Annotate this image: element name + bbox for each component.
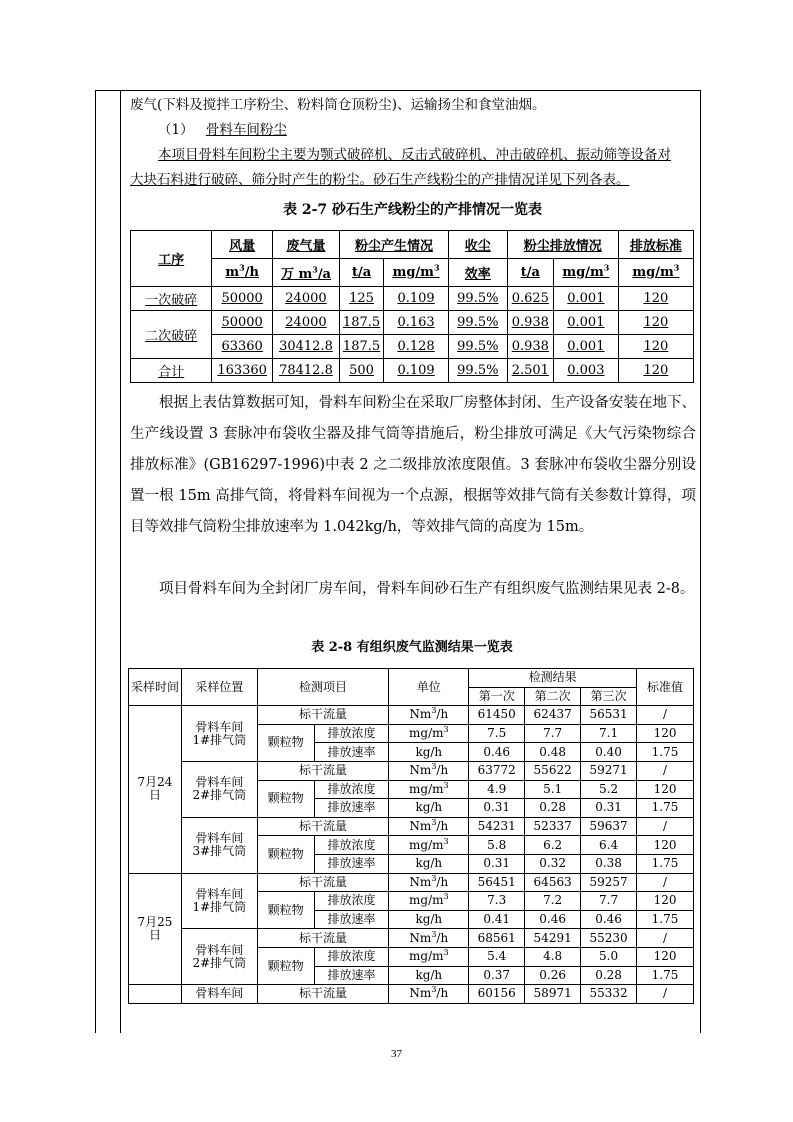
sample-location: 骨料车间	[181, 985, 257, 1004]
item-conc: 排放浓度	[314, 947, 389, 966]
body-paragraph-2: 项目骨料车间为全封闭厂房车间，骨料车间砂石生产有组织废气监测结果见表 2-8。	[159, 581, 695, 597]
unit-airflow: $m^3/h$	[212, 259, 273, 287]
unit-emit-conc: $mg/m^3$	[553, 259, 618, 287]
result-value: 60156	[469, 985, 525, 1004]
result-value: 5.0	[581, 947, 637, 966]
unit-flow: Nm$^3$/h	[389, 985, 469, 1004]
header-time: 采样时间	[129, 669, 182, 706]
header-unit: 单位	[389, 669, 469, 706]
result-value: 56531	[581, 706, 637, 725]
table-row	[129, 761, 694, 780]
unit-conc: $mg/m^3$	[389, 947, 469, 966]
result-value: 7.5	[469, 724, 525, 743]
unit-gen-conc: $mg/m^3$	[384, 259, 449, 287]
header-dust-gen: 粉尘产生情况	[339, 231, 448, 259]
table-row-total: 合计 163360 78412.8 500 0.109 99.5% 2.501 0.003 120	[131, 359, 694, 383]
unit-rate: kg/h	[389, 910, 469, 929]
result-value: 0.31	[469, 854, 525, 873]
item-rate: 排放速率	[314, 910, 389, 929]
header-collect: 收尘	[448, 231, 507, 259]
page-number: 37	[391, 1048, 402, 1060]
result-value: 5.2	[581, 780, 637, 799]
item-rate: 排放速率	[314, 966, 389, 985]
item-flow: 标干流量	[257, 817, 389, 836]
unit-flow: Nm$^3$/h	[389, 761, 469, 780]
header-second: 第二次	[525, 687, 581, 706]
result-value: 68561	[469, 929, 525, 948]
item-particulate: 颗粒物	[257, 836, 314, 873]
result-value: 0.46	[525, 910, 581, 929]
table-row	[129, 706, 694, 725]
item-rate: 排放速率	[314, 854, 389, 873]
header-results: 检测结果	[469, 669, 637, 688]
result-value: 0.37	[469, 966, 525, 985]
header-third: 第三次	[581, 687, 637, 706]
result-value: 0.40	[581, 743, 637, 762]
result-value: 59257	[581, 873, 637, 892]
item-particulate: 颗粒物	[257, 892, 314, 929]
item-conc: 排放浓度	[314, 892, 389, 911]
unit-flow: Nm$^3$/h	[389, 706, 469, 725]
intro-line-3: 本项目骨料车间粉尘主要为颚式破碎机、反击式破碎机、冲击破碎机、振动筛等设备对	[158, 147, 671, 163]
unit-rate: kg/h	[389, 966, 469, 985]
result-value: 54231	[469, 817, 525, 836]
result-value: 54291	[525, 929, 581, 948]
standard-value: /	[637, 761, 694, 780]
header-standard: 标准值	[637, 669, 694, 706]
sample-location: 骨料车间2#排气筒	[181, 929, 257, 985]
result-value: 0.32	[525, 854, 581, 873]
result-value: 56451	[469, 873, 525, 892]
result-value: 62437	[525, 706, 581, 725]
section-number: （1）	[158, 122, 194, 138]
standard-value: /	[637, 706, 694, 725]
result-value: 0.26	[525, 966, 581, 985]
sample-date: 7月24日	[129, 706, 182, 873]
item-particulate: 颗粒物	[257, 780, 314, 817]
intro-line-4: 大块石料进行破碎、筛分时产生的粉尘。砂石生产线粉尘的产排情况详见下列各表。	[130, 172, 630, 188]
result-value: 0.31	[469, 799, 525, 818]
body-paragraph-1: 根据上表估算数据可知，骨料车间粉尘在采取厂房整体封闭、生产设备安装在地下、生产线设置 3 套脉冲布袋收尘器及排气筒等措施后，粉尘排放可满足《大气污染物综合排放标准》(GB16297-1996)中表 2 之二级排放浓度限值。3 套脉冲布袋收尘器分别设置一根 15m 高排气筒，将骨料车间视为一个点源，根据等效排气筒有关参数计算得，项目等效排气筒粉尘排放速率为 1.042kg/h，等效排气筒的高度为 15m。	[130, 395, 696, 535]
result-value: 4.8	[525, 947, 581, 966]
item-flow: 标干流量	[257, 706, 389, 725]
item-flow: 标干流量	[257, 761, 389, 780]
standard-value: 120	[637, 947, 694, 966]
header-item: 检测项目	[257, 669, 389, 706]
header-dust-emit: 粉尘排放情况	[507, 231, 618, 259]
table-row: 63360 30412.8 187.5 0.128 99.5% 0.938 0.001 120	[131, 335, 694, 359]
unit-flow: Nm$^3$/h	[389, 873, 469, 892]
sample-date: 7月25日	[129, 873, 182, 985]
header-first: 第一次	[469, 687, 525, 706]
standard-value: /	[637, 873, 694, 892]
standard-value: 120	[637, 892, 694, 911]
unit-flow: Nm$^3$/h	[389, 817, 469, 836]
table-2-8-body	[129, 706, 694, 1004]
sample-location: 骨料车间3#排气筒	[181, 817, 257, 873]
result-value: 0.28	[581, 966, 637, 985]
result-value: 55622	[525, 761, 581, 780]
unit-conc: $mg/m^3$	[389, 836, 469, 855]
table-row	[129, 929, 694, 948]
standard-value: 1.75	[637, 966, 694, 985]
standard-value: 1.75	[637, 910, 694, 929]
item-flow: 标干流量	[257, 929, 389, 948]
result-value: 55332	[581, 985, 637, 1004]
frame-divider	[120, 91, 121, 1033]
result-value: 0.46	[469, 743, 525, 762]
result-value: 0.38	[581, 854, 637, 873]
standard-value: 1.75	[637, 854, 694, 873]
table-2-8	[128, 668, 694, 1004]
sample-date-empty	[129, 985, 182, 1004]
unit-rate: kg/h	[389, 743, 469, 762]
header-process: 工序	[131, 231, 212, 287]
standard-value: 120	[637, 724, 694, 743]
table-row	[129, 985, 694, 1004]
standard-value: /	[637, 817, 694, 836]
standard-value: 1.75	[637, 743, 694, 762]
standard-value: 120	[637, 780, 694, 799]
result-value: 5.8	[469, 836, 525, 855]
result-value: 7.7	[525, 724, 581, 743]
section-heading	[130, 118, 695, 143]
standard-value: 120	[637, 836, 694, 855]
result-value: 7.2	[525, 892, 581, 911]
sample-location: 骨料车间2#排气筒	[181, 761, 257, 817]
unit-flow: Nm$^3$/h	[389, 929, 469, 948]
unit-waste-gas: 万 $m^3/a$	[273, 259, 340, 287]
result-value: 6.4	[581, 836, 637, 855]
result-value: 52337	[525, 817, 581, 836]
result-value: 59271	[581, 761, 637, 780]
table28-caption: 表 2-8 有组织废气监测结果一览表	[311, 640, 513, 655]
header-standard: 排放标准	[618, 231, 693, 259]
result-value: 55230	[581, 929, 637, 948]
item-flow: 标干流量	[257, 873, 389, 892]
result-value: 61450	[469, 706, 525, 725]
sample-location: 骨料车间1#排气筒	[181, 873, 257, 929]
item-conc: 排放浓度	[314, 780, 389, 799]
result-value: 0.41	[469, 910, 525, 929]
item-flow: 标干流量	[257, 985, 389, 1004]
item-rate: 排放速率	[314, 799, 389, 818]
result-value: 0.28	[525, 799, 581, 818]
unit-conc: $mg/m^3$	[389, 892, 469, 911]
standard-value: 1.75	[637, 799, 694, 818]
intro-line-1: 废气(下料及搅拌工序粉尘、粉料筒仓顶粉尘)、运输扬尘和食堂油烟。	[130, 97, 546, 113]
result-value: 4.9	[469, 780, 525, 799]
unit-conc: $mg/m^3$	[389, 724, 469, 743]
unit-rate: kg/h	[389, 854, 469, 873]
unit-standard: $mg/m^3$	[618, 259, 693, 287]
standard-value: /	[637, 985, 694, 1004]
section-title: 骨料车间粉尘	[205, 122, 287, 138]
result-value: 5.1	[525, 780, 581, 799]
table-row: 一次破碎 50000 24000 125 0.109 99.5% 0.625 0.001 120	[131, 287, 694, 311]
result-value: 5.4	[469, 947, 525, 966]
unit-gen-ta: t/a	[339, 259, 383, 287]
result-value: 0.46	[581, 910, 637, 929]
sample-location: 骨料车间1#排气筒	[181, 706, 257, 762]
item-particulate: 颗粒物	[257, 947, 314, 984]
item-particulate: 颗粒物	[257, 724, 314, 761]
result-value: 0.48	[525, 743, 581, 762]
result-value: 0.31	[581, 799, 637, 818]
result-value: 7.1	[581, 724, 637, 743]
standard-value: /	[637, 929, 694, 948]
unit-emit-ta: t/a	[507, 259, 553, 287]
header-airflow: 风量	[212, 231, 273, 259]
table-2-7	[130, 230, 694, 383]
item-rate: 排放速率	[314, 743, 389, 762]
table27-caption: 表 2-7 砂石生产线粉尘的产排情况一览表	[282, 202, 543, 218]
table-row	[129, 873, 694, 892]
result-value: 59637	[581, 817, 637, 836]
header-efficiency: 效率	[448, 259, 507, 287]
item-conc: 排放浓度	[314, 724, 389, 743]
unit-rate: kg/h	[389, 799, 469, 818]
result-value: 6.2	[525, 836, 581, 855]
result-value: 7.7	[581, 892, 637, 911]
intro-block	[130, 93, 695, 225]
result-value: 64563	[525, 873, 581, 892]
header-location: 采样位置	[181, 669, 257, 706]
result-value: 7.3	[469, 892, 525, 911]
item-conc: 排放浓度	[314, 836, 389, 855]
result-value: 63772	[469, 761, 525, 780]
header-waste-gas: 废气量	[273, 231, 340, 259]
table-row	[129, 817, 694, 836]
unit-conc: $mg/m^3$	[389, 780, 469, 799]
table-row: 二次破碎 50000 24000 187.5 0.163 99.5% 0.938 0.001 120	[131, 311, 694, 335]
result-value: 58971	[525, 985, 581, 1004]
